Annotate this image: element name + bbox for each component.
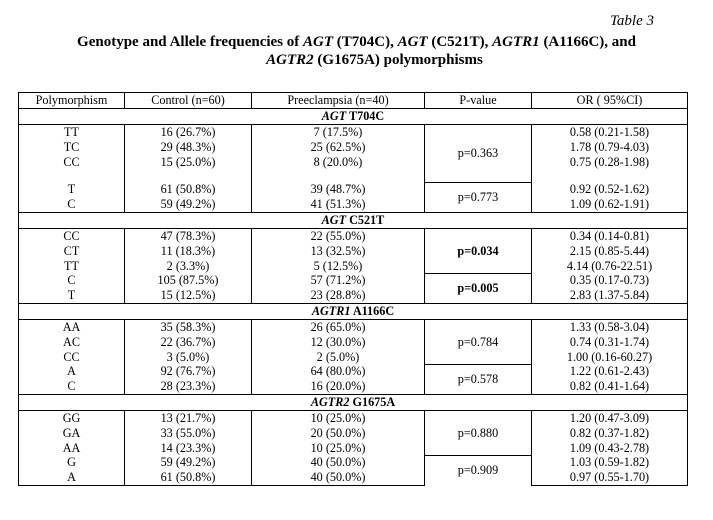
table-row xyxy=(19,410,688,425)
table-row xyxy=(19,140,688,155)
genotype-cell: AA xyxy=(19,441,125,456)
empty-cell xyxy=(19,169,125,182)
or-ci-cell: 0.34 (0.14-0.81) xyxy=(532,228,688,243)
preeclampsia-cell: 13 (32.5%) xyxy=(252,244,425,259)
preeclampsia-cell: 64 (80.0%) xyxy=(252,364,425,379)
preeclampsia-cell: 25 (62.5%) xyxy=(252,140,425,155)
col-header-or-ci: OR ( 95%CI) xyxy=(532,93,688,109)
control-cell: 2 (3.3%) xyxy=(125,259,252,274)
preeclampsia-cell: 39 (48.7%) xyxy=(252,182,425,197)
table-row xyxy=(19,244,688,259)
table-row xyxy=(19,319,688,334)
col-header-preeclampsia: Preeclampsia (n=40) xyxy=(252,93,425,109)
table-row xyxy=(19,273,688,288)
preeclampsia-cell: 26 (65.0%) xyxy=(252,319,425,334)
or-ci-cell: 1.03 (0.59-1.82) xyxy=(532,455,688,470)
control-cell: 15 (12.5%) xyxy=(125,288,252,303)
control-cell: 15 (25.0%) xyxy=(125,155,252,170)
or-ci-cell: 2.83 (1.37-5.84) xyxy=(532,288,688,303)
preeclampsia-cell: 20 (50.0%) xyxy=(252,426,425,441)
genotype-cell: TT xyxy=(19,259,125,274)
preeclampsia-cell: 57 (71.2%) xyxy=(252,273,425,288)
or-ci-cell: 1.33 (0.58-3.04) xyxy=(532,319,688,334)
control-cell: 22 (36.7%) xyxy=(125,335,252,350)
p-value-genotype: p=0.784 xyxy=(425,319,532,364)
p-value-genotype: p=0.363 xyxy=(425,125,532,183)
preeclampsia-cell: 2 (5.0%) xyxy=(252,350,425,365)
section-header-row xyxy=(19,212,688,228)
or-ci-cell: 2.15 (0.85-5.44) xyxy=(532,244,688,259)
control-cell: 105 (87.5%) xyxy=(125,273,252,288)
control-cell: 59 (49.2%) xyxy=(125,455,252,470)
genotype-cell: CC xyxy=(19,228,125,243)
table-row xyxy=(19,259,688,274)
or-ci-cell: 0.75 (0.28-1.98) xyxy=(532,155,688,170)
table-row xyxy=(19,455,688,470)
preeclampsia-cell: 16 (20.0%) xyxy=(252,379,425,394)
p-value-allele: p=0.578 xyxy=(425,364,532,394)
genotype-cell: CT xyxy=(19,244,125,259)
table-row xyxy=(19,426,688,441)
table-caption-line-2: AGTR2 (G1675A) polymorphisms xyxy=(266,52,483,68)
genotype-cell: GG xyxy=(19,410,125,425)
genotype-cell: C xyxy=(19,273,125,288)
genotype-cell: A xyxy=(19,364,125,379)
table-caption-line-1: Genotype and Allele frequencies of AGT (T704C), AGT (C521T), AGTR1 (A1166C), and xyxy=(77,34,636,50)
preeclampsia-cell: 22 (55.0%) xyxy=(252,228,425,243)
preeclampsia-cell: 8 (20.0%) xyxy=(252,155,425,170)
or-ci-cell: 0.82 (0.37-1.82) xyxy=(532,426,688,441)
or-ci-cell: 1.22 (0.61-2.43) xyxy=(532,364,688,379)
section-title: AGT C521T xyxy=(19,212,688,228)
genotype-cell: TC xyxy=(19,140,125,155)
preeclampsia-cell: 7 (17.5%) xyxy=(252,125,425,140)
header-row xyxy=(19,93,688,109)
control-cell: 61 (50.8%) xyxy=(125,182,252,197)
control-cell: 14 (23.3%) xyxy=(125,441,252,456)
genotype-cell: CC xyxy=(19,155,125,170)
section-title: AGTR1 A1166C xyxy=(19,303,688,319)
table-row xyxy=(19,364,688,379)
section-header-row xyxy=(19,394,688,410)
table-row xyxy=(19,350,688,365)
genotype-cell: TT xyxy=(19,125,125,140)
genotype-cell: A xyxy=(19,470,125,485)
control-cell: 33 (55.0%) xyxy=(125,426,252,441)
p-value-allele: p=0.773 xyxy=(425,182,532,212)
p-value-allele: p=0.005 xyxy=(425,273,532,303)
table-row xyxy=(19,182,688,197)
control-cell: 3 (5.0%) xyxy=(125,350,252,365)
or-ci-cell: 4.14 (0.76-22.51) xyxy=(532,259,688,274)
preeclampsia-cell: 40 (50.0%) xyxy=(252,455,425,470)
or-ci-cell: 0.58 (0.21-1.58) xyxy=(532,125,688,140)
p-value-allele: p=0.909 xyxy=(425,455,532,485)
preeclampsia-cell: 41 (51.3%) xyxy=(252,197,425,212)
table-row xyxy=(19,125,688,140)
table-row xyxy=(19,441,688,456)
table-row xyxy=(19,379,688,394)
table-label: Table 3 xyxy=(609,13,654,29)
genotype-cell: G xyxy=(19,455,125,470)
control-cell: 13 (21.7%) xyxy=(125,410,252,425)
preeclampsia-cell: 10 (25.0%) xyxy=(252,410,425,425)
preeclampsia-cell: 12 (30.0%) xyxy=(252,335,425,350)
control-cell: 16 (26.7%) xyxy=(125,125,252,140)
control-cell: 61 (50.8%) xyxy=(125,470,252,485)
section-title: AGT T704C xyxy=(19,109,688,125)
or-ci-cell: 1.09 (0.62-1.91) xyxy=(532,197,688,212)
control-cell: 59 (49.2%) xyxy=(125,197,252,212)
genotype-cell: C xyxy=(19,197,125,212)
table-row xyxy=(19,228,688,243)
col-header-polymorphism: Polymorphism xyxy=(19,93,125,109)
or-ci-cell: 0.97 (0.55-1.70) xyxy=(532,470,688,485)
empty-cell xyxy=(125,169,252,182)
control-cell: 29 (48.3%) xyxy=(125,140,252,155)
table-row xyxy=(19,470,688,485)
genotype-cell: T xyxy=(19,288,125,303)
or-ci-cell: 0.82 (0.41-1.64) xyxy=(532,379,688,394)
or-ci-cell: 1.09 (0.43-2.78) xyxy=(532,441,688,456)
empty-cell xyxy=(532,169,688,182)
control-cell: 11 (18.3%) xyxy=(125,244,252,259)
table-row xyxy=(19,288,688,303)
col-header-p-value: P-value xyxy=(425,93,532,109)
table-row xyxy=(19,155,688,170)
or-ci-cell: 0.35 (0.17-0.73) xyxy=(532,273,688,288)
or-ci-cell: 0.74 (0.31-1.74) xyxy=(532,335,688,350)
table-row xyxy=(19,197,688,212)
control-cell: 35 (58.3%) xyxy=(125,319,252,334)
preeclampsia-cell: 5 (12.5%) xyxy=(252,259,425,274)
preeclampsia-cell: 10 (25.0%) xyxy=(252,441,425,456)
genotype-cell: C xyxy=(19,379,125,394)
polymorphism-table xyxy=(18,92,688,486)
spacer-row xyxy=(19,169,688,182)
preeclampsia-cell: 40 (50.0%) xyxy=(252,470,425,485)
or-ci-cell: 0.92 (0.52-1.62) xyxy=(532,182,688,197)
empty-cell xyxy=(252,169,425,182)
section-title: AGTR2 G1675A xyxy=(19,394,688,410)
control-cell: 92 (76.7%) xyxy=(125,364,252,379)
p-value-genotype: p=0.880 xyxy=(425,410,532,455)
or-ci-cell: 1.78 (0.79-4.03) xyxy=(532,140,688,155)
genotype-cell: CC xyxy=(19,350,125,365)
genotype-cell: AC xyxy=(19,335,125,350)
preeclampsia-cell: 23 (28.8%) xyxy=(252,288,425,303)
table-row xyxy=(19,335,688,350)
col-header-control: Control (n=60) xyxy=(125,93,252,109)
genotype-cell: GA xyxy=(19,426,125,441)
genotype-cell: AA xyxy=(19,319,125,334)
control-cell: 47 (78.3%) xyxy=(125,228,252,243)
section-header-row xyxy=(19,303,688,319)
control-cell: 28 (23.3%) xyxy=(125,379,252,394)
section-header-row xyxy=(19,109,688,125)
or-ci-cell: 1.00 (0.16-60.27) xyxy=(532,350,688,365)
genotype-cell: T xyxy=(19,182,125,197)
p-value-genotype: p=0.034 xyxy=(425,228,532,273)
or-ci-cell: 1.20 (0.47-3.09) xyxy=(532,410,688,425)
